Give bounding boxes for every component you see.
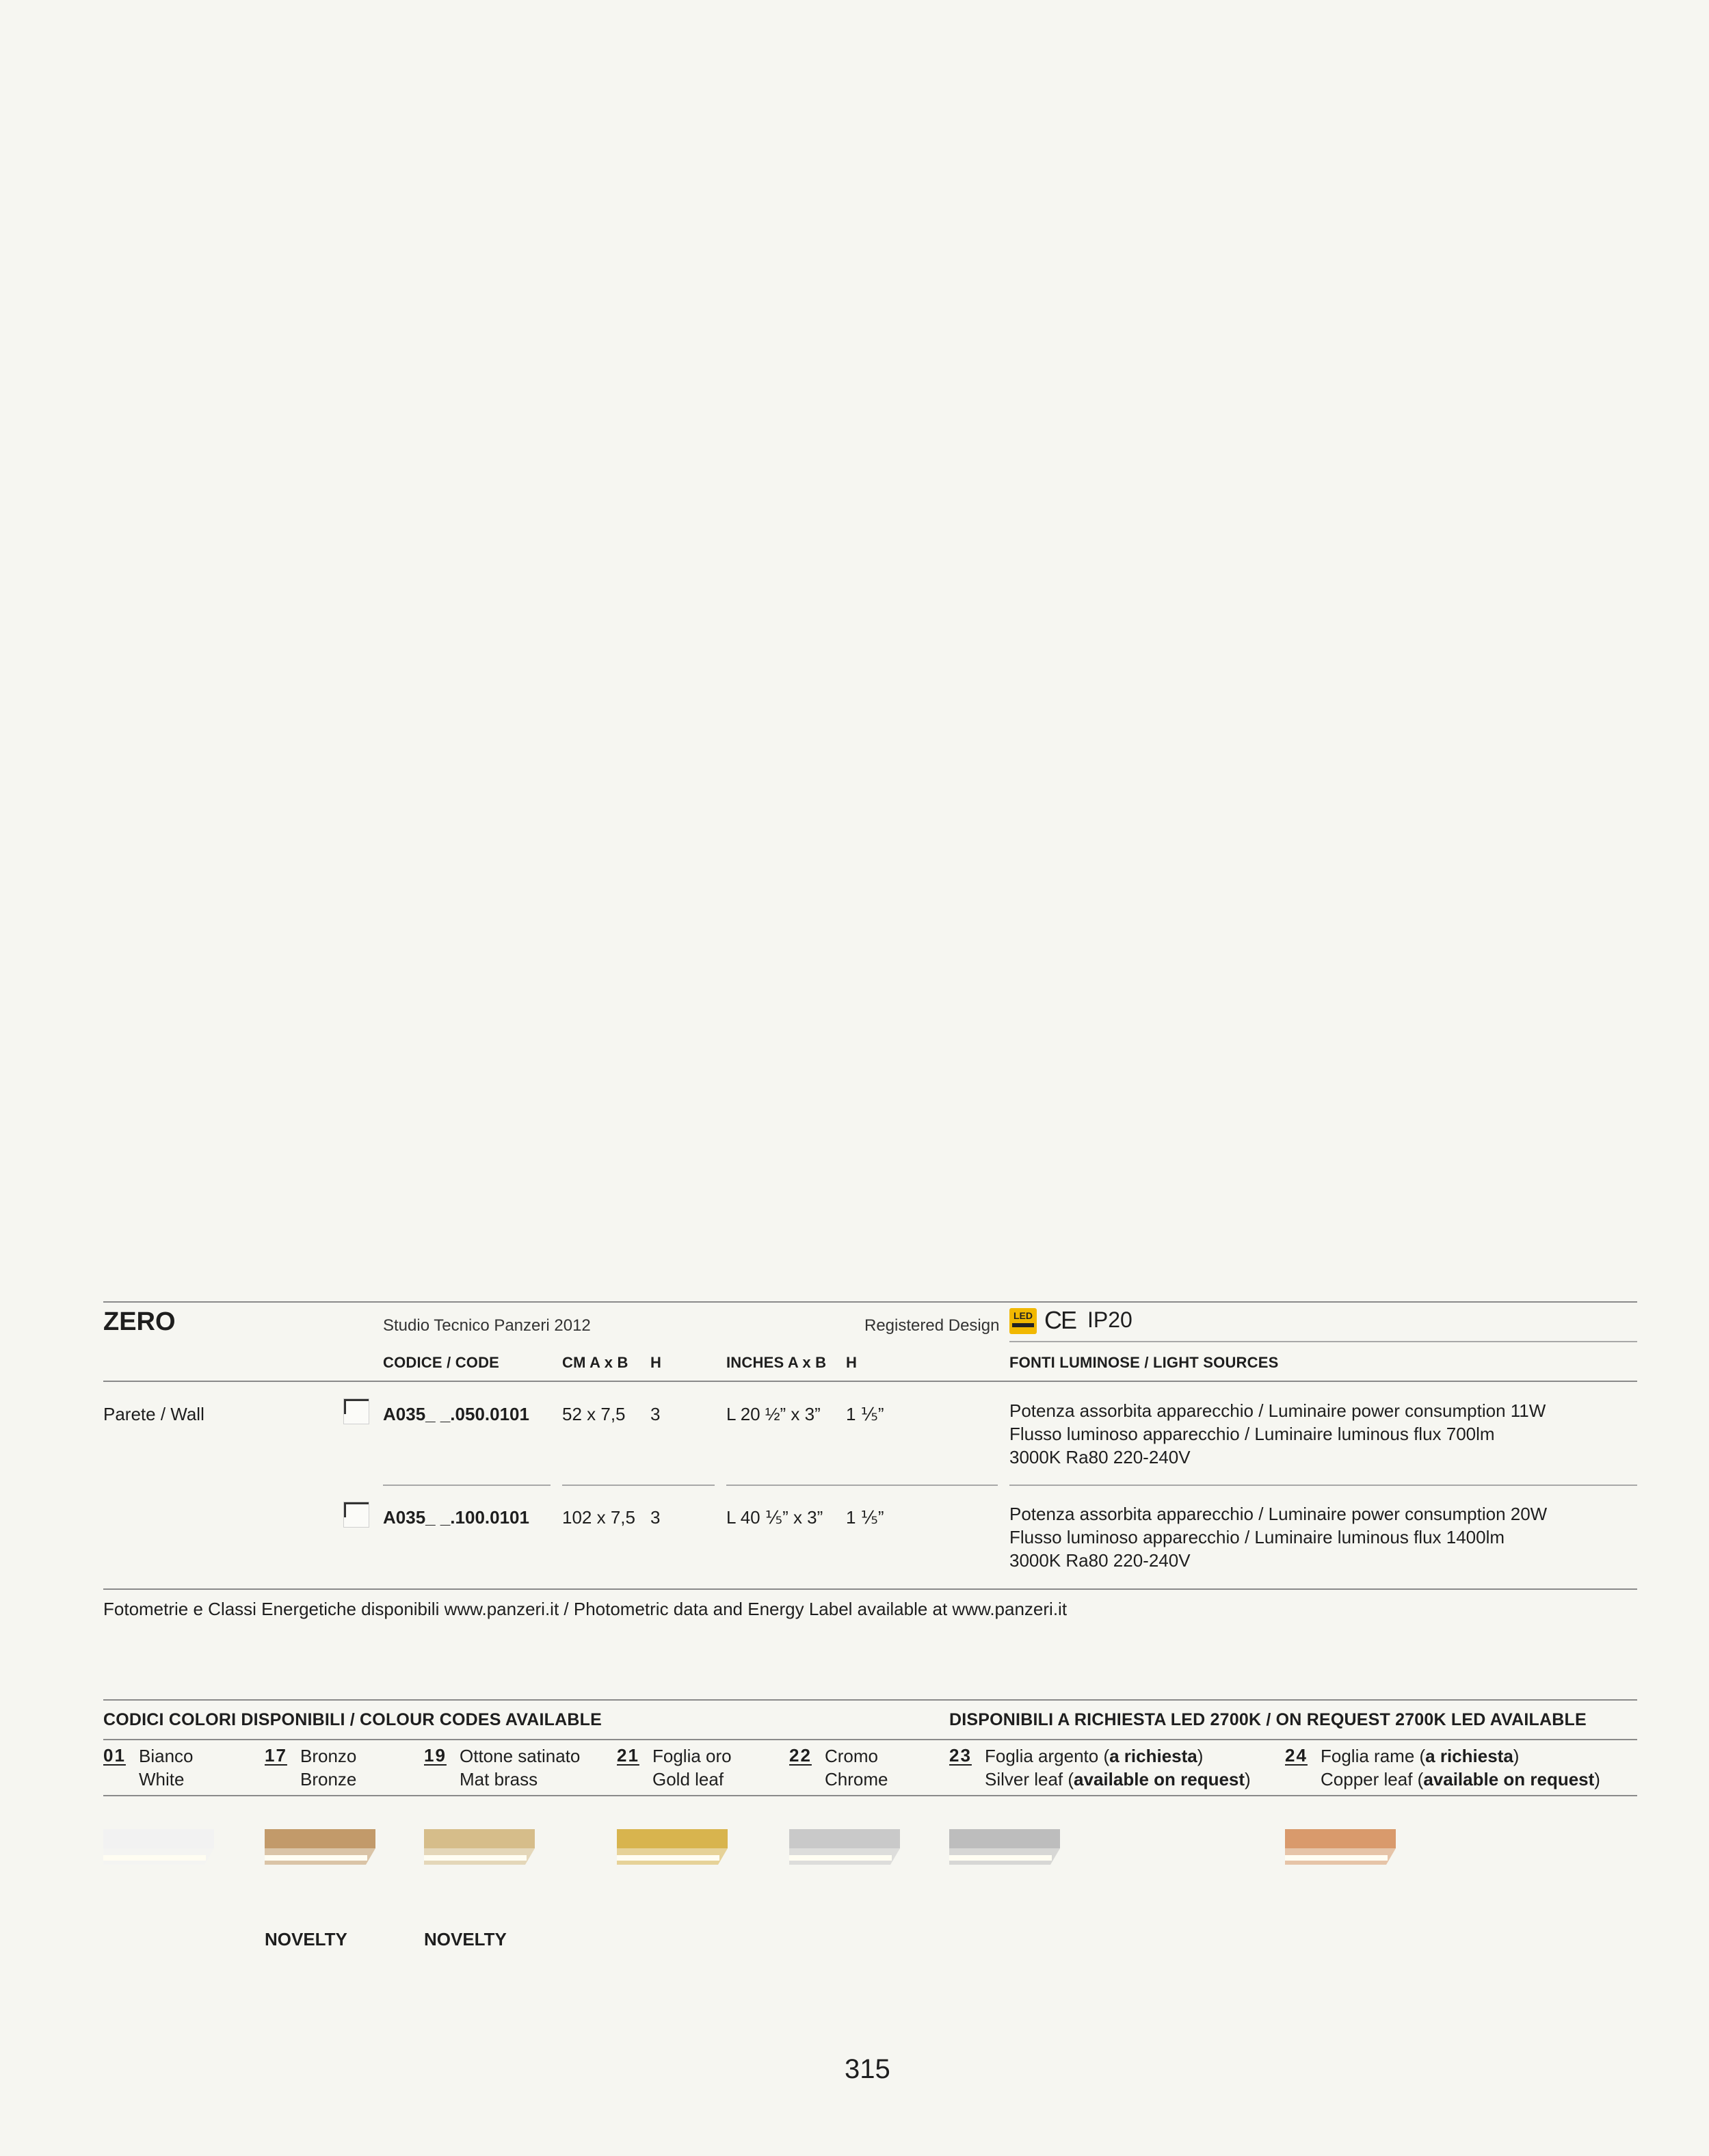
row-1-code: A035_ _.050.0101 [383,1404,529,1424]
colour-23-en [985,1768,1251,1791]
colour-codes-title: CODICI COLORI DISPONIBILI / COLOUR CODES AVAILABLE [103,1710,602,1729]
header-sub-rule [1009,1341,1637,1342]
row-sep-inches [726,1485,998,1486]
lamp-light-strip [617,1855,719,1861]
row-sep-code [383,1485,551,1486]
lamp-swatch-22 [789,1829,900,1867]
colour-24-it [1321,1744,1519,1768]
row-1-cm: 52 x 7,5 [562,1404,626,1424]
lamp-body [949,1829,1060,1848]
lamp-light-strip [424,1855,527,1861]
photometric-footnote: Fotometrie e Classi Energetiche disponibili www.panzeri.it / Photometric data and Energy Label available at www.panzeri.it [103,1599,1068,1619]
col-code: CODICE / CODE [383,1354,500,1371]
colour-21-en: Gold leaf [652,1769,724,1789]
lamp-swatch-01 [103,1829,214,1867]
lamp-light-strip [949,1855,1052,1861]
lamp-light-strip [789,1855,892,1861]
row-1-flux: Flusso luminoso apparecchio / Luminaire luminous flux 700lm [1009,1424,1495,1444]
lamp-body [103,1829,214,1848]
category-label: Parete / Wall [103,1404,204,1424]
row-2-cm: 102 x 7,5 [562,1507,635,1528]
row-2-h-inches: 1 ⅕” [846,1507,884,1528]
led-badge-label: LED [1014,1310,1033,1321]
row-2-flux: Flusso luminoso apparecchio / Luminaire luminous flux 1400lm [1009,1527,1505,1547]
colour-01-it: Bianco [139,1746,194,1766]
lamp-body [265,1829,375,1848]
colour-17-it: Bronzo [300,1746,357,1766]
lamp-body [617,1829,728,1848]
row-2-inches: L 40 ⅕” x 3” [726,1507,823,1528]
colour-24-en-text: Copper leaf ( [1321,1769,1424,1789]
colour-23-it-end: ) [1197,1746,1204,1766]
col-inches: INCHES A x B [726,1354,827,1371]
colour-24-it-bold: a richiesta [1425,1746,1513,1766]
colour-24-it-text: Foglia rame ( [1321,1746,1426,1766]
row-1-h-inches: 1 ⅕” [846,1404,884,1424]
col-h-inches: H [846,1354,858,1371]
ip-rating: IP20 [1087,1307,1132,1332]
colour-19-en: Mat brass [460,1769,538,1789]
led-icon [1009,1308,1037,1334]
lamp-swatch-24 [1285,1829,1396,1867]
lamp-swatch-21 [617,1829,728,1867]
row-sep-cm [562,1485,715,1486]
lamp-body [789,1829,900,1848]
colour-code-01: 01 [103,1745,126,1766]
colour-23-it-text: Foglia argento ( [985,1746,1110,1766]
colour-code-24: 24 [1285,1745,1308,1766]
lamp-swatch-23 [949,1829,1060,1867]
lamp-light-strip [1285,1855,1388,1861]
lamp-swatch-17 [265,1829,375,1867]
colour-24-en [1321,1768,1600,1791]
colours-bottom-rule [103,1795,1637,1796]
on-request-title: DISPONIBILI A RICHIESTA LED 2700K / ON REQUEST 2700K LED AVAILABLE [949,1710,1587,1729]
row-2-code: A035_ _.100.0101 [383,1507,529,1528]
row-1-inches: L 20 ½” x 3” [726,1404,821,1424]
colour-23-en-text: Silver leaf ( [985,1769,1074,1789]
row-1-h: 3 [650,1404,661,1424]
colour-24-it-end: ) [1513,1746,1520,1766]
col-h: H [650,1354,662,1371]
colour-code-17: 17 [265,1745,287,1766]
designer: Studio Tecnico Panzeri 2012 [383,1316,591,1335]
colour-code-19: 19 [424,1745,447,1766]
col-cm: CM A x B [562,1354,628,1371]
colour-01-en: White [139,1769,185,1789]
ce-mark-icon: CE [1044,1306,1076,1334]
row-2-spec: 3000K Ra80 220-240V [1009,1550,1191,1571]
colour-24-en-bold: available on request [1423,1769,1595,1789]
row-1-checkbox[interactable] [343,1398,369,1424]
colour-code-22: 22 [789,1745,812,1766]
colour-23-en-end: ) [1245,1769,1251,1789]
lamp-light-strip [265,1855,367,1861]
novelty-badge-19: NOVELTY [424,1929,507,1949]
colour-code-23: 23 [949,1745,972,1766]
novelty-badge-17: NOVELTY [265,1929,347,1949]
row-sep-light [1009,1485,1637,1486]
top-rule [103,1301,1637,1303]
colour-17-en: Bronze [300,1769,357,1789]
row-2-power: Potenza assorbita apparecchio / Luminaire power consumption 20W [1009,1504,1548,1524]
registered-design: Registered Design [864,1316,1000,1335]
page-number: 315 [845,2054,890,2084]
lamp-body [1285,1829,1396,1848]
row-1-power: Potenza assorbita apparecchio / Luminaire power consumption 11W [1009,1400,1546,1421]
row-1-spec: 3000K Ra80 220-240V [1009,1447,1191,1467]
colour-23-en-bold: available on request [1074,1769,1245,1789]
colour-23-it [985,1744,1203,1768]
colours-mid-rule [103,1739,1637,1740]
col-light-sources: FONTI LUMINOSE / LIGHT SOURCES [1009,1354,1279,1371]
column-header-rule [103,1381,1637,1382]
colours-top-rule [103,1699,1637,1701]
colour-22-it: Cromo [825,1746,879,1766]
colour-22-en: Chrome [825,1769,888,1789]
colour-21-it: Foglia oro [652,1746,732,1766]
colour-24-en-end: ) [1594,1769,1600,1789]
lamp-swatch-19 [424,1829,535,1867]
colour-19-it: Ottone satinato [460,1746,581,1766]
lamp-light-strip [103,1855,206,1861]
row-2-h: 3 [650,1507,661,1528]
product-name: ZERO [103,1307,176,1336]
colour-23-it-bold: a richiesta [1109,1746,1197,1766]
lamp-body [424,1829,535,1848]
table-bottom-rule [103,1588,1637,1590]
row-2-checkbox[interactable] [343,1502,369,1528]
colour-code-21: 21 [617,1745,639,1766]
